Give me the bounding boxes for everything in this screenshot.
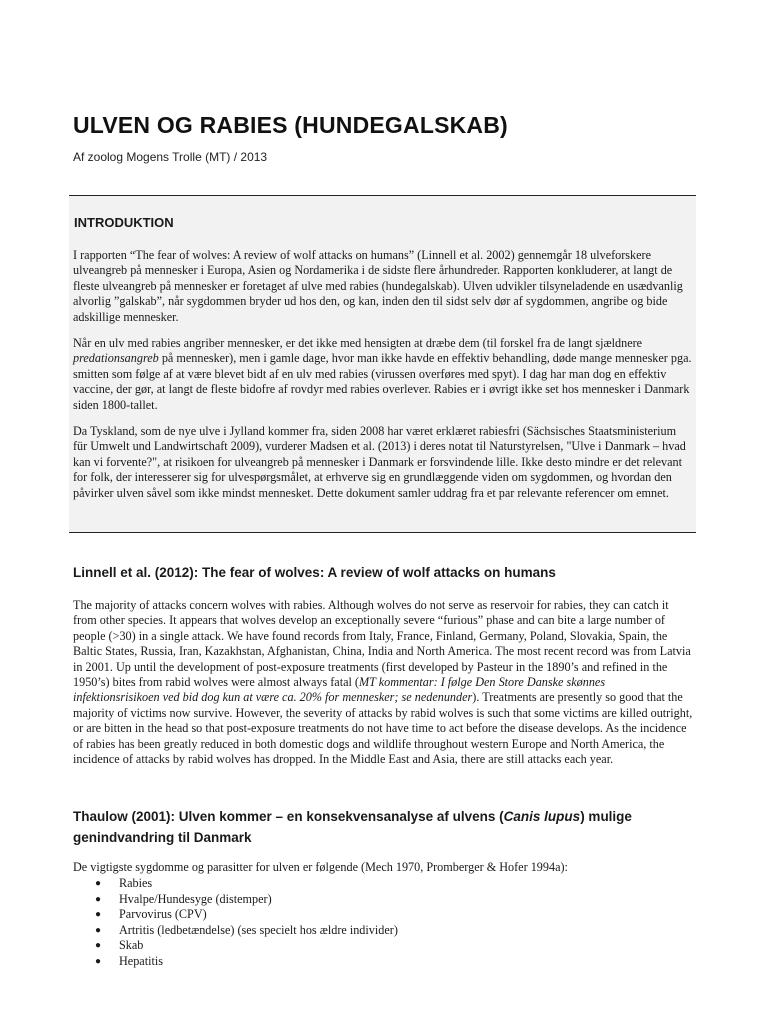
list-item xyxy=(73,907,398,923)
thaulow-intro: De vigtigste sygdomme og parasitter for ulven er følgende (Mech 1970, Promberger & Hofer 1994a): xyxy=(73,860,568,874)
list-item xyxy=(73,923,398,939)
intro-paragraph-2-text: Når en ulv med rabies angriber mennesker, er det ikke med hensigten at dræbe dem (til forskel fra de langt sjældnere xyxy=(73,336,643,350)
list-item-label: Hepatitis xyxy=(119,953,164,968)
intro-paragraph-2-text-end: på mennesker), men i gamle dage, hvor man ikke havde en effektiv behandling, døde mange mennesker pga. smitten som følge af at være blevet bidt af en ulv med rabies (virussen overføres med spyt). I dag har man dog en effektiv vaccine, der gør, at langt de fleste bidofre af rovdyr med rabies overlever. Rabies er i øvrigt ikke set hos mennesker i Danmark siden 1800-tallet. xyxy=(73,351,692,412)
section-heading-thaulow xyxy=(73,806,693,848)
list-item xyxy=(73,876,398,892)
bullet-icon: ● xyxy=(95,924,102,936)
bullet-icon: ● xyxy=(95,955,102,967)
disease-list xyxy=(73,876,398,970)
intro-paragraph-2 xyxy=(73,336,693,413)
bullet-icon: ● xyxy=(95,878,102,889)
introduction-box xyxy=(69,195,696,533)
linnell-paragraph xyxy=(73,598,693,767)
introduction-heading: INTRODUKTION xyxy=(74,215,174,230)
linnell-text-end: ). Treatments are presently so good that the majority of victims now survive. However, the severity of attacks by rabid wolves is such that some victims are killed outright, or are bitten in the head so that post-exposure treatments do not have time to act before the disease develops. As the incidence of rabies has been greatly reduced in both domestic dogs and wildlife throughout western Europe and North America, the incidence of attacks by rabid wolves has dropped. In the Middle East and Asia, there are still attacks each year. xyxy=(73,690,693,767)
list-item-label: Artritis (ledbetændelse) (ses specielt hos ældre individer) xyxy=(119,922,398,937)
list-item-label: Parvovirus (CPV) xyxy=(119,907,207,922)
thaulow-heading-species: Canis lupus xyxy=(503,809,581,824)
linnell-mt-comment: MT kommentar: I følge Den Store Danske skønnes infektionsrisikoen ved bid dog kun at være ca. 20% for mennesker; se nedenunder xyxy=(73,675,606,705)
linnell-text: The majority of attacks concern wolves with rabies. Although wolves do not serve as reservoir for rabies, they can catch it from other species. It appears that wolves develop an exceptionally severe “furious” phase and can bite a large number of people (>30) in a single attack. We have found records from Italy, France, Finland, Germany, Poland, Slovakia, Spain, the Baltic States, Russia, Iran, Kazakhstan, Afghanistan, China, India and North America. The most recent record was from Latvia in 2001. Up until the development of post-exposure treatments (first developed by Pasteur in the 1890’s and refined in the 1950’s) bites from rabid wolves were almost always fatal ( xyxy=(73,598,691,690)
thaulow-heading-text-end: ) mulige genindvandring til Danmark xyxy=(73,809,632,845)
document-author-line: Af zoolog Mogens Trolle (MT) / 2013 xyxy=(73,150,268,164)
list-item xyxy=(73,938,398,954)
bullet-icon: ● xyxy=(95,940,102,952)
list-item-label: Skab xyxy=(119,938,144,953)
bullet-icon: ● xyxy=(95,893,102,905)
intro-paragraph-3: Da Tyskland, som de nye ulve i Jylland kommer fra, siden 2008 har været erklæret rabiesfri (Sächsisches Staatsministerium für Umwelt und Landwirtschaft 2009), vurderer Madsen et al. (2013) i deres notat til Naturstyrelsen, "Ulve i Danmark – hvad kan vi forvente?", at risikoen for ulveangreb på mennesker i Danmark er forsvindende lille. Ikke desto mindre er det relevant for folk, der interesserer sig for ulvespørgsmålet, at erhverve sig en grundlæggende viden om sygdommen, og hvordan den påvirker ulven såvel som ikke mindst mennesket. Dette dokument samler uddrag fra et par relevante referencer om emnet. xyxy=(73,424,686,500)
list-item-label: Hvalpe/Hundesyge (distemper) xyxy=(119,891,272,906)
bullet-icon: ● xyxy=(95,909,102,921)
section-heading-linnell: Linnell et al. (2012): The fear of wolves: A review of wolf attacks on humans xyxy=(73,565,556,580)
list-item xyxy=(73,954,398,970)
document-title: ULVEN OG RABIES (HUNDEGALSKAB) xyxy=(73,112,508,138)
intro-paragraph-1: I rapporten “The fear of wolves: A review of wolf attacks on humans” (Linnell et al. 2002) gennemgår 18 ulveforskere ulveangreb på mennesker i Europa, Asien og Nordamerika i de sidste flere århundreder. Rapporten konkluderer, at langt de fleste ulveangreb på mennesker er foretaget af ulve med rabies (hundegalskab). Ulven udvikler tilsyneladende en usædvanlig alvorlig ”galskab”, når sygdommen bryder ud hos den, og kan, inden den til sidst selv dør af sygdommen, angribe og bide adskillige mennesker. xyxy=(73,248,683,324)
thaulow-heading-text: Thaulow (2001): Ulven kommer – en konsekvensanalyse af ulvens ( xyxy=(73,809,504,824)
intro-paragraph-2-italic: predationsangreb xyxy=(73,351,159,366)
list-item xyxy=(73,892,398,908)
list-item-label: Rabies xyxy=(119,876,153,890)
